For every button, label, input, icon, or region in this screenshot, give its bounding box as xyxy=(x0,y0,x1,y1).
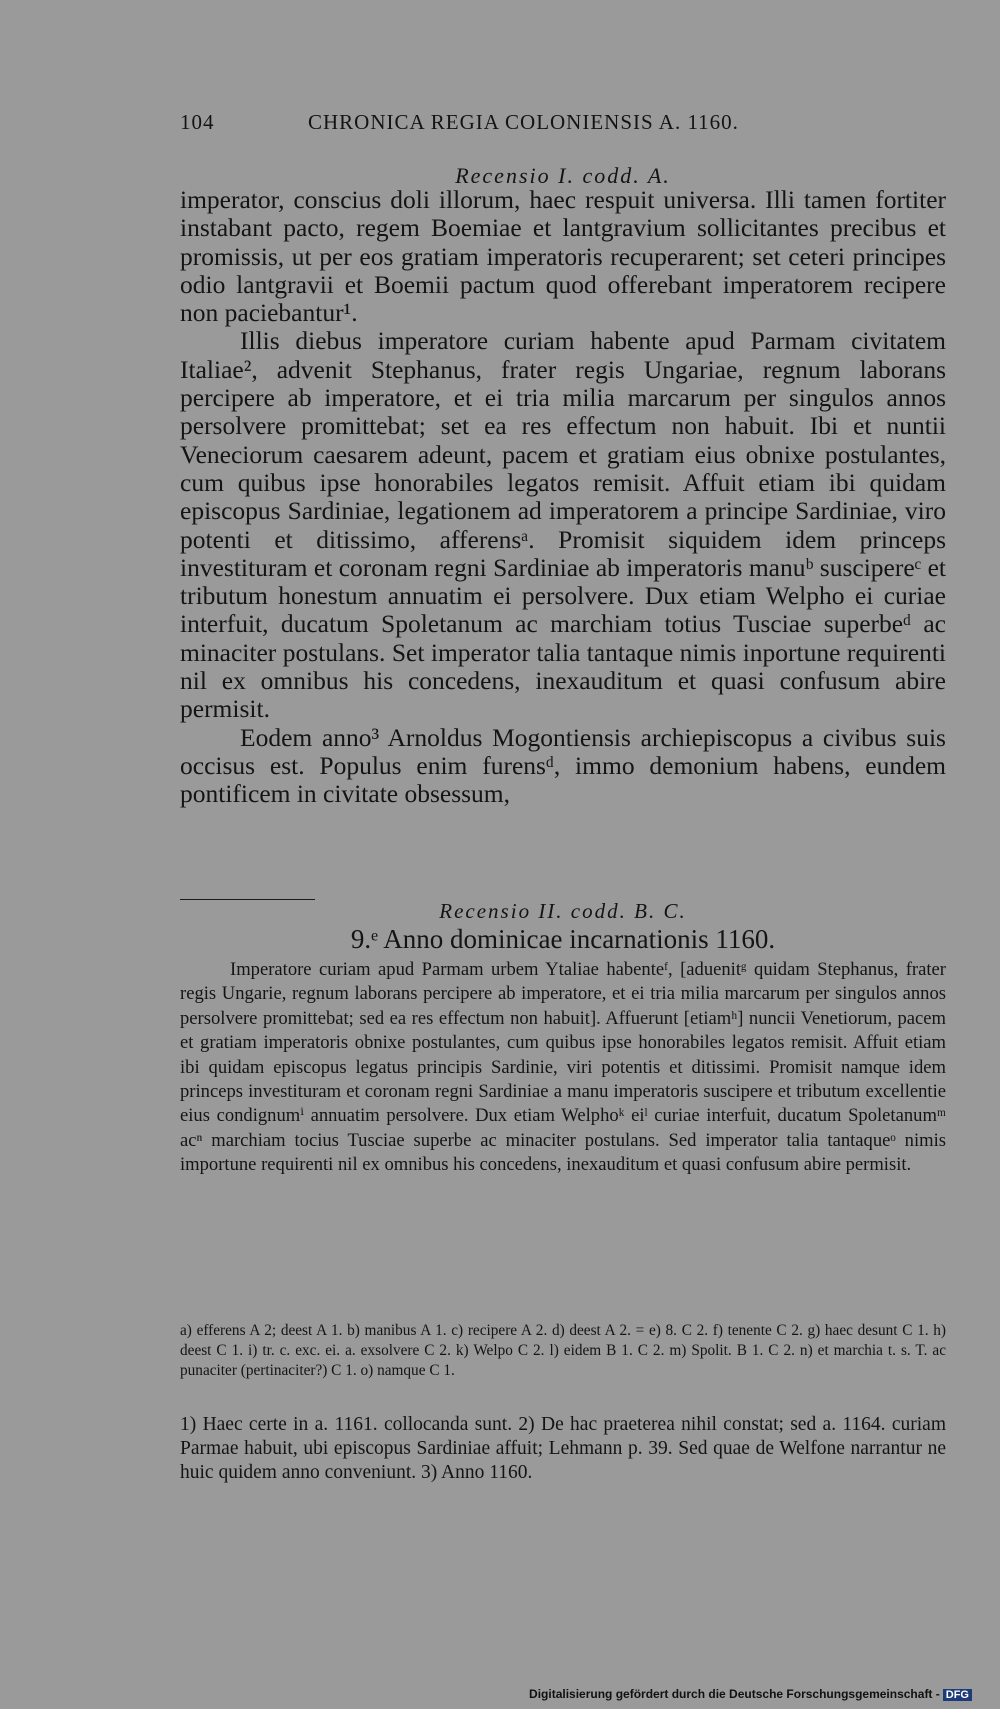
main-paragraph: Eodem anno³ Arnoldus Mogontiensis archiepiscopus a civibus suis occisus est. Populus enim furensᵈ, immo demonium habens, eundem pontificem in civitate obsessum, xyxy=(180,722,946,809)
footnotes xyxy=(180,1413,946,1485)
main-paragraph: imperator, conscius doli illorum, haec respuit universa. Illi tamen fortiter instabant pacto, regem Boemiae et lantgravium sollicitantes precibus et promissis, ut per eos gratiam imperatoris recuperarent; set ceteri principes odio lantgravii et Boemii pactum quod offerebant imperatorem recipere non paciebantur¹. xyxy=(180,185,946,328)
variant-notes xyxy=(180,1321,946,1380)
page-number: 104 xyxy=(180,110,215,134)
running-title: CHRONICA REGIA COLONIENSIS A. 1160. xyxy=(308,110,739,134)
recension-1-label: Recensio I. codd. A. xyxy=(455,163,671,188)
variant-notes-text: a) efferens A 2; deest A 1. b) manibus A 1. c) recipere A 2. d) deest A 2. = e) 8. C 2. f) tenente C 2. g) haec desunt C 1. h) deest C 1. i) tr. c. exc. ei. a. exsolvere C 2. k) Welpo C 2. l) eidem B 1. C 2. m) Spolit. B 1. C 2. n) et marchia t. s. T. ac punaciter (pertinaciter?) C 1. o) namque C 1. xyxy=(180,1322,946,1379)
main-paragraph: Illis diebus imperatore curiam habente apud Parmam civitatem Italiae², advenit Stephanus, frater regis Ungariae, regnum laborans percipere ab imperatore, et ei tria milia marcarum per singulos annos persolvere promittebat; set ea res effectum non habuit. Ibi et nuntii Veneciorum caesarem adeunt, pacem et gratiam eius obnixe postulantes, cum quibus ipse honorabiles legatos remisit. Affuit etiam ibi quidam episcopus Sardiniae, legationem ad imperatorem a principe Sardiniae, viro potenti et ditissimo, afferensᵃ. Promisit siquidem idem princeps investituram et coronam regni Sardiniae ab imperatoris manuᵇ suscipereᶜ et tributum honestum annuatim ei persolvere. Dux etiam Welpho ei curiae interfuit, ducatum Spoletanum ac marchiam totius Tusciae superbeᵈ ac minaciter postulans. Set imperator talia tantaque nimis inportune requirenti nil ex omnibus his concedens, inexauditum et quasi confusum abire permisit. xyxy=(180,326,946,724)
footnotes-text: 1) Haec certe in a. 1161. collocanda sunt. 2) De hac praeterea nihil constat; sed a. 1164. curiam Parmae habuit, ubi episcopus Sardiniae affuit; Lehmann p. 39. Sed quae de Welfone narrantur ne huic quidem anno conveniunt. 3) Anno 1160. xyxy=(180,1414,946,1483)
recension-2-label: Recensio II. codd. B. C. xyxy=(439,899,687,923)
credit-text: Digitalisierung gefördert durch die Deutsche Forschungsgemeinschaft - xyxy=(529,1687,940,1701)
recension-2-paragraph: Imperatore curiam apud Parmam urbem Ytaliae habenteᶠ, [aduenitᵍ quidam Stephanus, frater regis Ungarie, regnum laborans percipere ab imperatore, et ei tria milia marcarum per singulos annos persolvere promittebat; sed ea res effectum non habuit]. Affuerunt [etiamʰ] nuncii Venetiorum, pacem et gratiam imperatoris obnixe postulantes, cum quibus ipse honorabiles legatos remisit. Affuit etiam ibi quidam episcopus legatus principis Sardinie, viri potentis et ditissimi. Promisit namque idem princeps investituram et coronam regni Sardiniae a manu imperatoris suscipere et tributum excellentie eius condignumⁱ annuatim persolvere. Dux etiam Welphoᵏ eiˡ curiae interfuit, ducatum Spoletanumᵐ acⁿ marchiam tocius Tusciae superbe ac minaciter postulans. Sed imperator talia tantaqueᵒ nimis importune requirenti nil ex omnibus his concedens, inexauditum et quasi confusum abire permisit. xyxy=(180,959,946,1176)
recension-2-text xyxy=(180,958,946,1178)
section-heading: 9.ᵉ Anno dominicae incarnationis 1160. xyxy=(350,924,776,954)
main-text xyxy=(180,186,946,809)
digitization-credit xyxy=(529,1687,972,1701)
dfg-logo: DFG xyxy=(943,1689,972,1701)
